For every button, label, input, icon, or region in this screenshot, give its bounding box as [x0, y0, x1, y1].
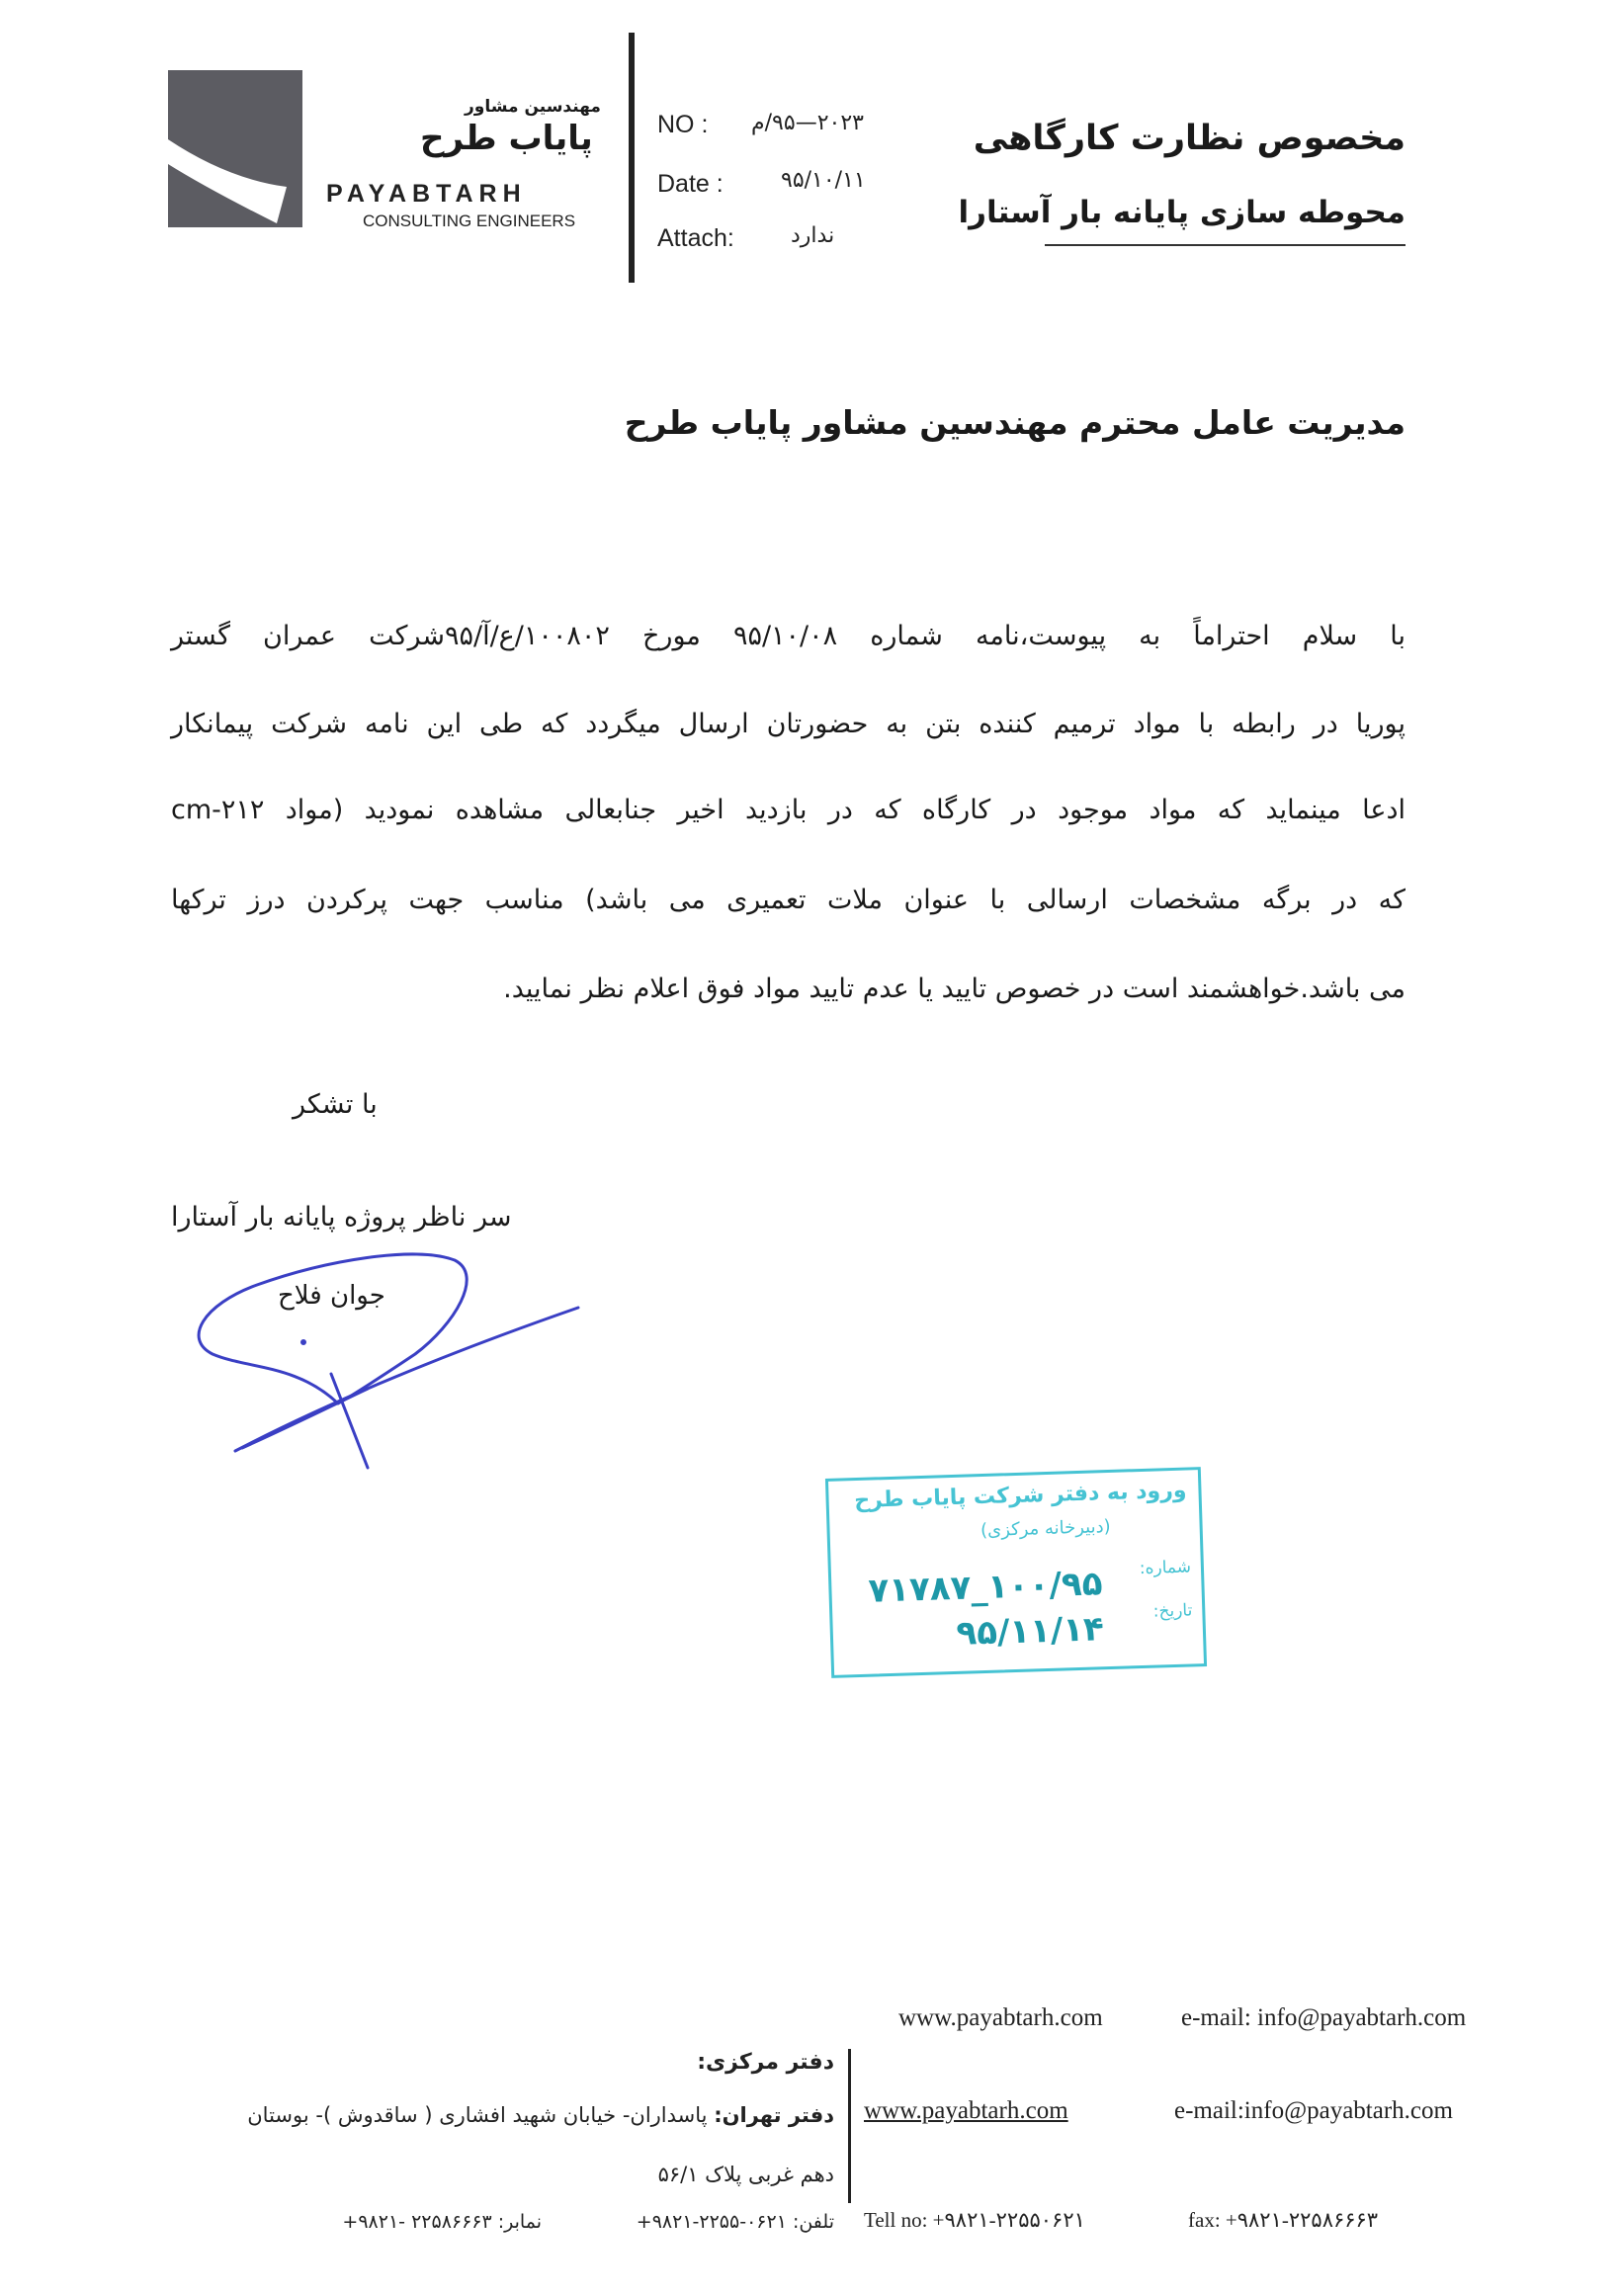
stamp-line1: ورود به دفتر شرکت پایاب طرح — [853, 1478, 1187, 1514]
address-line2: دهم غربی پلاک ۵۶/۱ — [657, 2163, 834, 2186]
phone-fa: تلفن: ۰۶۲۱-۲۲۵۵-۹۸۲۱+ — [636, 2211, 834, 2233]
fax-fa: نمابر: ۲۲۵۸۶۶۶۳ -۹۸۲۱+ — [342, 2211, 542, 2233]
signer-title: سر ناظر پروژه پایانه بار آستارا — [171, 1202, 512, 1233]
stamp-date-value: ۹۵/۱۱/۱۴ — [955, 1609, 1105, 1654]
logo-fa-big: پایاب طرح — [420, 119, 593, 158]
date-label: Date : — [657, 170, 724, 198]
footer-top-web[interactable]: www.payabtarh.com — [898, 2004, 1103, 2031]
header-title: مخصوص نظارت کارگاهی — [973, 119, 1406, 158]
footer-fax: fax: +۹۸۲۱-۲۲۵۸۶۶۶۳ — [1188, 2208, 1379, 2232]
body-line: ادعا مینماید که مواد موجود در کارگاه که در بازدید اخیر جنابعالی مشاهده نمودید (مواد cm-۲۱۲ — [171, 795, 1406, 825]
logo-fa-small: مهندسین مشاور — [465, 97, 601, 117]
body-line: پوریا در رابطه با مواد ترمیم کننده بتن به حضورتان ارسال میگردد که طی این نامه شرکت پیمانکار — [171, 709, 1406, 739]
tehran-address-text: پاسداران- خیابان شهید افشاری ( ساقدوش )- بوستان — [247, 2103, 708, 2127]
logo-en-sub: CONSULTING ENGINEERS — [363, 212, 576, 230]
body-line: می باشد.خواهشمند است در خصوص تایید یا عدم تایید مواد فوق اعلام نظر نمایید. — [503, 974, 1406, 1004]
footer-web-link[interactable]: www.payabtarh.com — [864, 2097, 1068, 2124]
tehran-address — [247, 2103, 834, 2127]
salutation: مدیریت عامل محترم مهندسین مشاور پایاب طرح — [624, 403, 1406, 442]
attach-value: ندارد — [791, 223, 835, 248]
logo-en: PAYABTARH — [326, 180, 527, 208]
office-heading: دفتر مرکزی: — [697, 2050, 834, 2075]
no-value: ۲۰۲۳—۹۵/م — [751, 111, 864, 135]
stamp-date-label: تاریخ: — [1152, 1600, 1193, 1622]
body-line: که در برگه مشخصات ارسالی با عنوان ملات تعمیری می باشد) مناسب جهت پرکردن درز ترکها — [171, 885, 1406, 915]
body-line: با سلام احتراماً به پیوست،نامه شماره ۹۵/۱۰/۰۸ مورخ ۱۰۰۸۰۲/ع/آ/۹۵شرکت عمران گستر — [171, 621, 1406, 651]
date-value: ۹۵/۱۰/۱۱ — [781, 168, 866, 193]
footer-divider — [848, 2049, 851, 2203]
tehran-label: دفتر تهران: — [714, 2103, 834, 2127]
no-label: NO : — [657, 111, 709, 138]
closing: با تشکر — [293, 1089, 378, 1120]
stamp-number-label: شماره: — [1139, 1557, 1192, 1579]
footer-top-email[interactable]: e-mail: info@payabtarh.com — [1181, 2004, 1467, 2031]
signer-name: جوان فلاح — [278, 1281, 385, 1311]
stamp-number-value: ۱۰۰/۹۵_۷۱۷۸۷ — [867, 1564, 1104, 1611]
attach-label: Attach: — [657, 224, 734, 252]
footer-tel: Tell no: +۹۸۲۱-۲۲۵۵۰۶۲۱ — [864, 2208, 1085, 2232]
header-project: محوطه سازی پایانه بار آستارا — [958, 195, 1406, 230]
stamp-line2: (دبیرخانه مرکزی) — [980, 1515, 1111, 1542]
received-stamp — [825, 1467, 1207, 1678]
footer-email[interactable]: e-mail:info@payabtarh.com — [1174, 2097, 1453, 2124]
